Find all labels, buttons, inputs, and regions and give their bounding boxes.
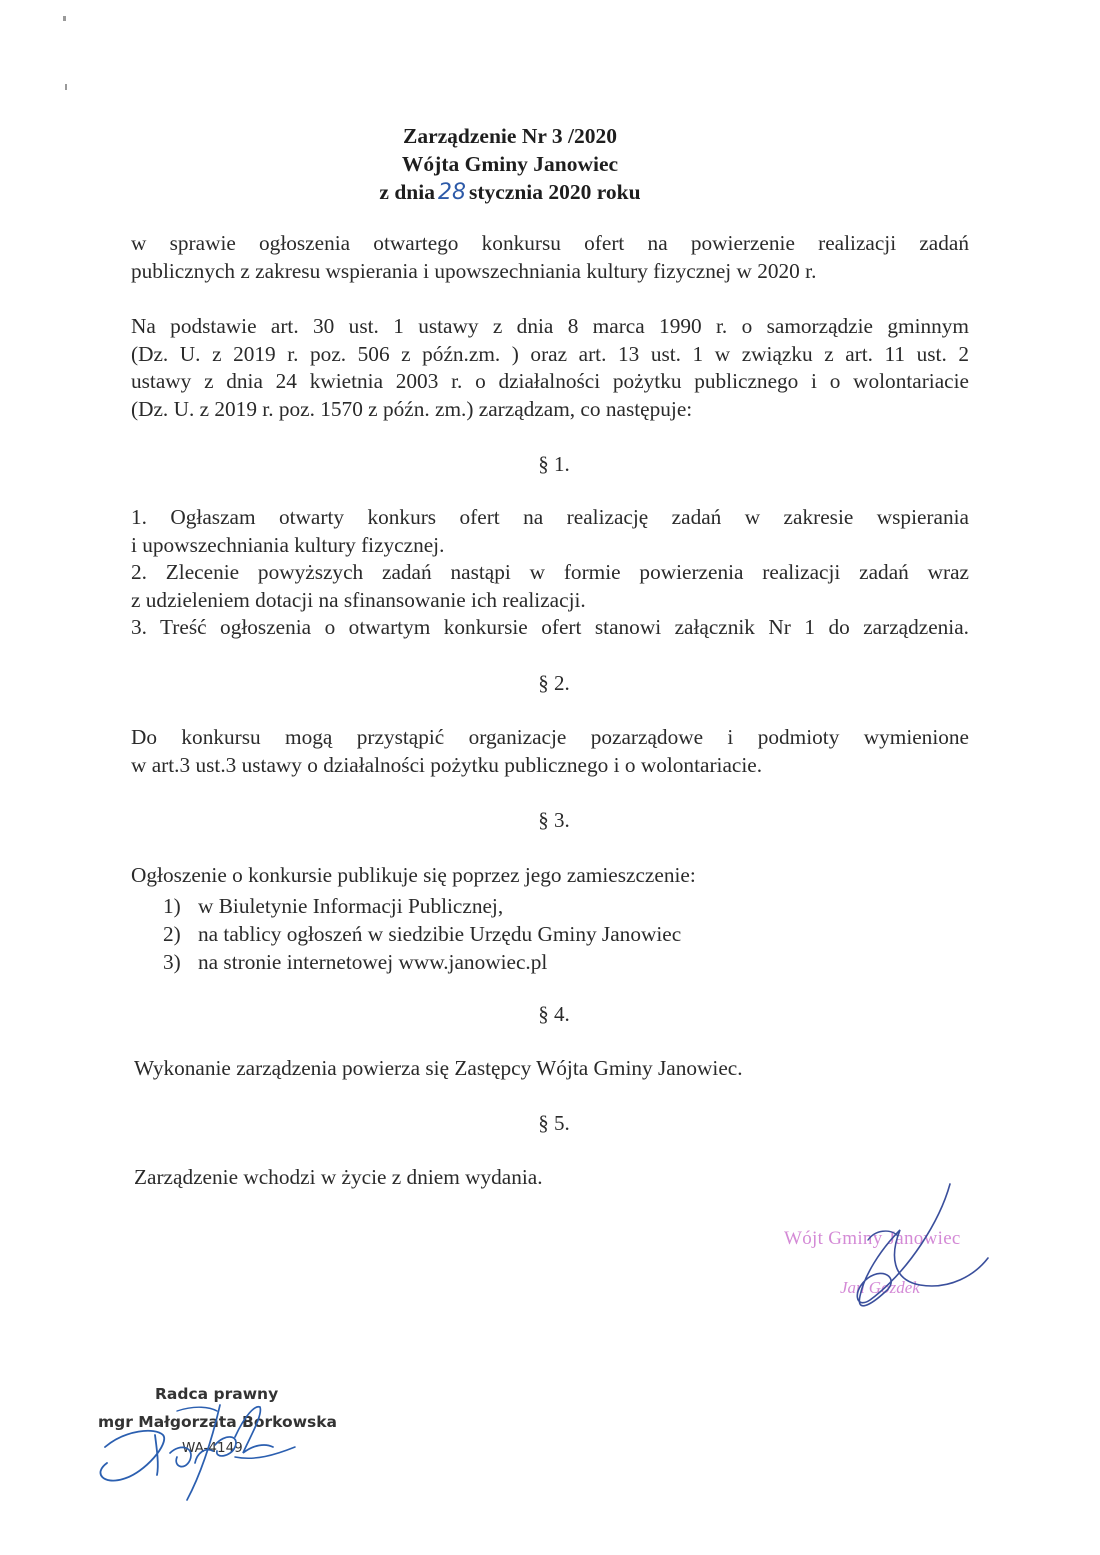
legal-counsel-title: Radca prawny <box>155 1385 279 1403</box>
section-2-line: Do konkursu mogą przystąpić organizacje pozarządowe i podmioty wymienione <box>131 725 969 749</box>
legal-basis-paragraph <box>131 313 969 423</box>
list-item-number: 1) <box>163 894 181 918</box>
subject-line: publicznych z zakresu wspierania i upowszechniania kultury fizycznej w 2020 r. <box>131 258 817 283</box>
section-1-line: 3. Treść ogłoszenia o otwartym konkursie ofert stanowi załącznik Nr 1 do zarządzenia. <box>131 615 969 639</box>
section-sign-2: § 2. <box>538 671 570 695</box>
title-line-3 <box>0 178 1020 207</box>
section-4-text: Wykonanie zarządzenia powierza się Zastępcy Wójta Gminy Janowiec. <box>134 1056 743 1080</box>
section-sign-1: § 1. <box>538 452 570 476</box>
legal-basis-line: ustawy z dnia 24 kwietnia 2003 r. o działalności pożytku publicznego i o wolontariacie <box>131 369 969 393</box>
list-item-text: na stronie internetowej www.janowiec.pl <box>198 950 548 974</box>
section-sign-4: § 4. <box>538 1002 570 1026</box>
section-1-body <box>131 504 969 642</box>
list-item <box>163 920 681 948</box>
date-prefix: z dnia <box>379 180 435 204</box>
section-5-text: Zarządzenie wchodzi w życie z dniem wydania. <box>134 1165 543 1189</box>
publication-list <box>163 892 681 976</box>
wojt-signature <box>760 1180 1020 1320</box>
section-4-body <box>134 1055 972 1083</box>
list-item-text: na tablicy ogłoszeń w siedzibie Urzędu Gminy Janowiec <box>198 922 682 946</box>
legal-basis-line: (Dz. U. z 2019 r. poz. 506 z późn.zm. ) oraz art. 13 ust. 1 w związku z art. 11 ust. 2 <box>131 341 969 366</box>
section-2-line: w art.3 ust.3 ustawy o działalności pożytku publicznego i o wolontariacie. <box>131 752 763 777</box>
section-3-intro: Ogłoszenie o konkursie publikuje się poprzez jego zamieszczenie: <box>131 863 696 887</box>
section-1-line: 2. Zlecenie powyższych zadań nastąpi w formie powierzenia realizacji zadań wraz <box>131 560 969 584</box>
scan-speck <box>65 84 67 90</box>
wojt-stamp-title: Wójt Gminy Janowiec <box>784 1228 961 1249</box>
legal-counsel-number: WA-4149 <box>182 1440 243 1456</box>
legal-counsel-name: mgr Małgorzata Borkowska <box>98 1413 338 1431</box>
subject-line: w sprawie ogłoszenia otwartego konkursu ofert na powierzenie realizacji zadań <box>131 231 969 255</box>
legal-counsel-stamp <box>85 1375 385 1515</box>
handwritten-day: 28 <box>437 180 466 205</box>
section-1-line: 1. Ogłaszam otwarty konkurs ofert na realizację zadań w zakresie wspierania <box>131 505 969 529</box>
title-line-2: Wójta Gminy Janowiec <box>401 152 619 176</box>
legal-basis-line: (Dz. U. z 2019 r. poz. 1570 z późn. zm.) zarządzam, co następuje: <box>131 396 693 421</box>
section-1-line: z udzieleniem dotacji na sfinansowanie ich realizacji. <box>131 587 586 612</box>
document-title <box>0 122 1020 207</box>
list-item <box>163 892 681 920</box>
scan-speck <box>63 16 66 21</box>
legal-basis-line: Na podstawie art. 30 ust. 1 ustawy z dnia 8 marca 1990 r. o samorządzie gminnym <box>131 314 969 338</box>
section-sign-5: § 5. <box>538 1111 570 1135</box>
list-item <box>163 948 681 976</box>
wojt-stamp-name: Jan Gozdek <box>840 1278 920 1297</box>
section-sign-3: § 3. <box>538 808 570 832</box>
list-item-number: 3) <box>163 950 181 974</box>
date-suffix: stycznia 2020 roku <box>468 180 641 204</box>
title-line-1: Zarządzenie Nr 3 /2020 <box>403 124 617 148</box>
section-3-intro-wrap <box>131 862 969 890</box>
section-1-line: i upowszechniania kultury fizycznej. <box>131 532 445 557</box>
wojt-stamp <box>760 1180 1020 1320</box>
legal-counsel-signature <box>85 1375 385 1515</box>
subject-paragraph <box>131 230 969 285</box>
list-item-number: 2) <box>163 922 181 946</box>
list-item-text: w Biuletynie Informacji Publicznej, <box>198 894 504 918</box>
section-2-body <box>131 724 969 779</box>
